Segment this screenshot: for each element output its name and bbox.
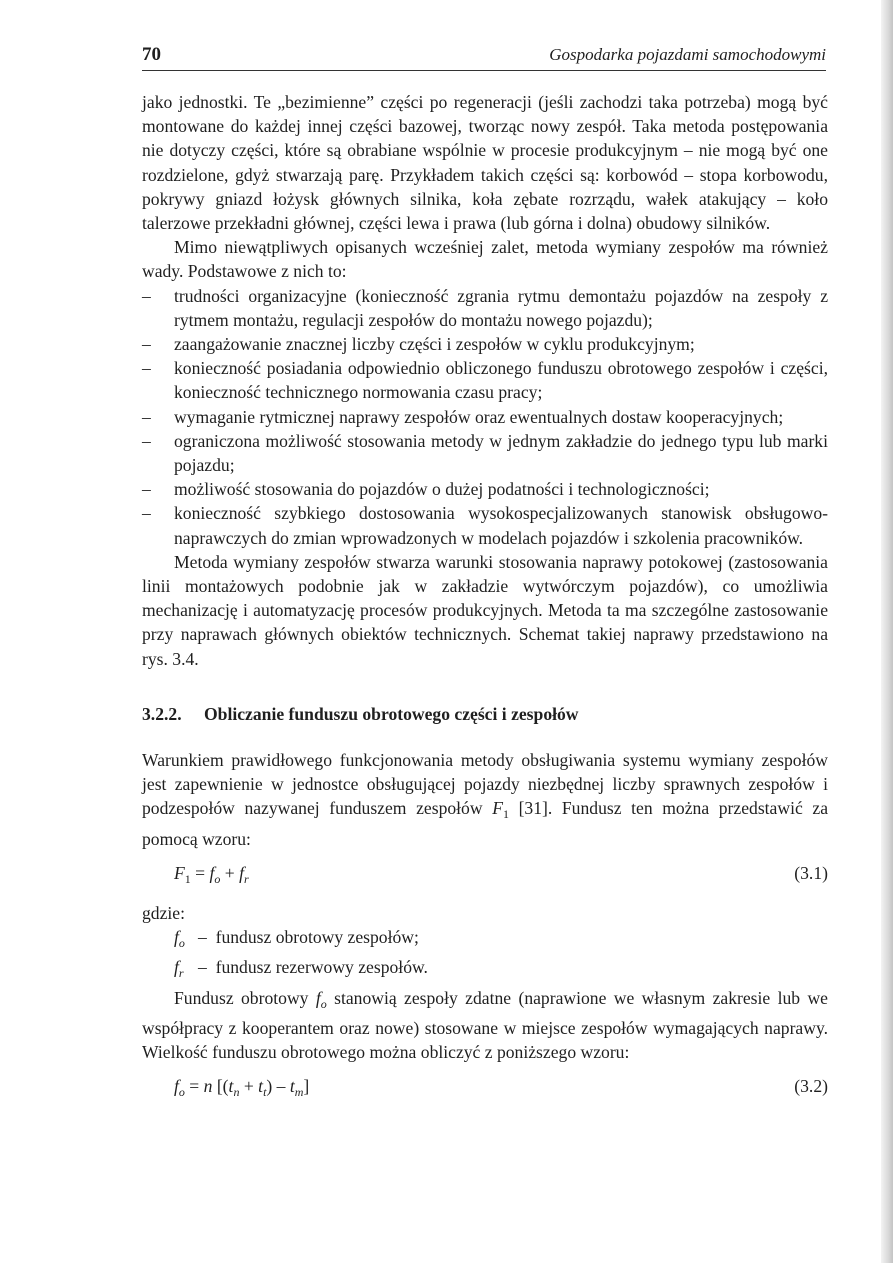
dash-marker: – xyxy=(142,479,151,500)
formula-expression: $f_o = n$ $[(t_n + t_t) - t_m]$ xyxy=(174,1076,310,1100)
paragraph-3: Metoda wymiany zespołów stwarza warunki stosowania naprawy potokowej (zastosowania linii montażowych podobnie jak w zakładzie wytwórczym pojazdów), co umożliwia mechanizację i automatyzację procesów produkcyjnych. Metoda ta ma szczególne zastosowanie przy naprawach głównych obiektów technicznych. Schemat takiej naprawy przedstawiono na rys. 3.4. xyxy=(142,551,828,669)
dash-marker: – xyxy=(142,358,151,379)
dash-marker: – xyxy=(142,430,151,451)
dash-marker: – xyxy=(142,285,151,306)
list-item-text: zaangażowanie znacznej liczby części i zespołów w cyklu produkcyjnym; xyxy=(174,334,695,355)
where-label: gdzie: xyxy=(142,903,185,924)
list-item-text: ograniczona możliwość stosowania metody w jednym zakładzie do jednego typu lub marki pojazdu; xyxy=(174,430,828,476)
list-item xyxy=(142,477,828,501)
dash-marker: – xyxy=(142,503,151,524)
paragraph-4: Warunkiem prawidłowego funkcjonowania metody obsługiwania systemu wymiany zespołów jest zapewnienie w jednostce obsługującej pojazdy niezbędnej liczby sprawnych zespołów i podzespołów nazywanej funduszem zespołów $F_1$ [31]. Fundusz ten można przedstawić za pomocą wzoru: xyxy=(142,750,829,849)
list-item-text: konieczność posiadania odpowiednio obliczonego funduszu obrotowego zespołów i części, konieczność technicznego normowania czasu pracy; xyxy=(174,358,828,403)
list-item xyxy=(142,332,828,356)
formula-3-2 xyxy=(142,1074,828,1098)
running-title: Gospodarka pojazdami samochodowymi xyxy=(549,45,826,64)
list-item xyxy=(142,356,828,404)
definition-item: $f_o$ – fundusz obrotowy zespołów; xyxy=(174,927,419,951)
disadvantages-list xyxy=(142,284,828,550)
section-title: Obliczanie funduszu obrotowego części i zespołów xyxy=(204,703,579,724)
formula-expression: $F_1 = f_o + f_r$ xyxy=(174,862,249,886)
list-item xyxy=(142,405,828,429)
list-item-text: wymaganie rytmicznej naprawy zespołów oraz ewentualnych dostaw kooperacyjnych; xyxy=(174,406,784,427)
page-number: 70 xyxy=(142,44,161,65)
list-item-text: możliwość stosowania do pojazdów o dużej podatności i technologiczności; xyxy=(174,479,710,500)
equation-number: (3.1) xyxy=(794,862,828,883)
paragraph-2: Mimo niewątpliwych opisanych wcześniej zalet, metoda wymiany zespołów ma również wady. Podstawowe z nich to: xyxy=(142,237,828,282)
list-item xyxy=(142,501,828,549)
formula-3-1 xyxy=(142,861,828,885)
page-body xyxy=(142,90,828,1114)
page-edge-shadow xyxy=(881,0,893,1263)
paragraph-1: jako jednostki. Te „bezimienne” części po regeneracji (jeśli zachodzi taka potrzeba) mogą być montowane do każdej innej części bazowej, tworząc nowy zespół. Taka metoda postępowania nie dotyczy części, które są obrabiane wspólnie w procesie produkcyjnym – nie mogą być one rozdzielone, gdyż stwarzają parę. Przykładem takich części są: korbowód – stopa korbowodu, pokrywy gniazd łożysk głównych silnika, koła zębate rozrządu, wałek atakujący – koło talerzowe przekładni głównej, części lewa i prawa (lub górna i dolna) obudowy silników. xyxy=(142,92,828,234)
definition-item: $f_r$ – fundusz rezerwowy zespołów. xyxy=(174,957,428,981)
equation-number: (3.2) xyxy=(794,1076,828,1097)
dash-marker: – xyxy=(142,406,151,427)
list-item-text: konieczność szybkiego dostosowania wysokospecjalizowanych stanowisk obsługowo-naprawczych do zmian wprowadzonych w modelach pojazdów i szkolenia pracowników. xyxy=(174,503,828,548)
paragraph-5: Fundusz obrotowy $f_o$ stanowią zespoły zdatne (naprawione we własnym zakresie lub we współpracy z kooperantem oraz nowe) stosowane w miejsce zespołów wymagających naprawy. Wielkość funduszu obrotowego można obliczyć z poniższego wzoru: xyxy=(142,987,828,1063)
list-item xyxy=(142,284,828,332)
section-number: 3.2.2. xyxy=(142,703,182,724)
running-header xyxy=(142,44,826,71)
list-item xyxy=(142,429,828,477)
list-item-text: trudności organizacyjne (konieczność zgrania rytmu demontażu pojazdów na zespoły z rytmem montażu, regulacji zespołów do montażu nowego pojazdu); xyxy=(174,285,828,330)
section-heading xyxy=(142,702,828,726)
dash-marker: – xyxy=(142,334,151,355)
